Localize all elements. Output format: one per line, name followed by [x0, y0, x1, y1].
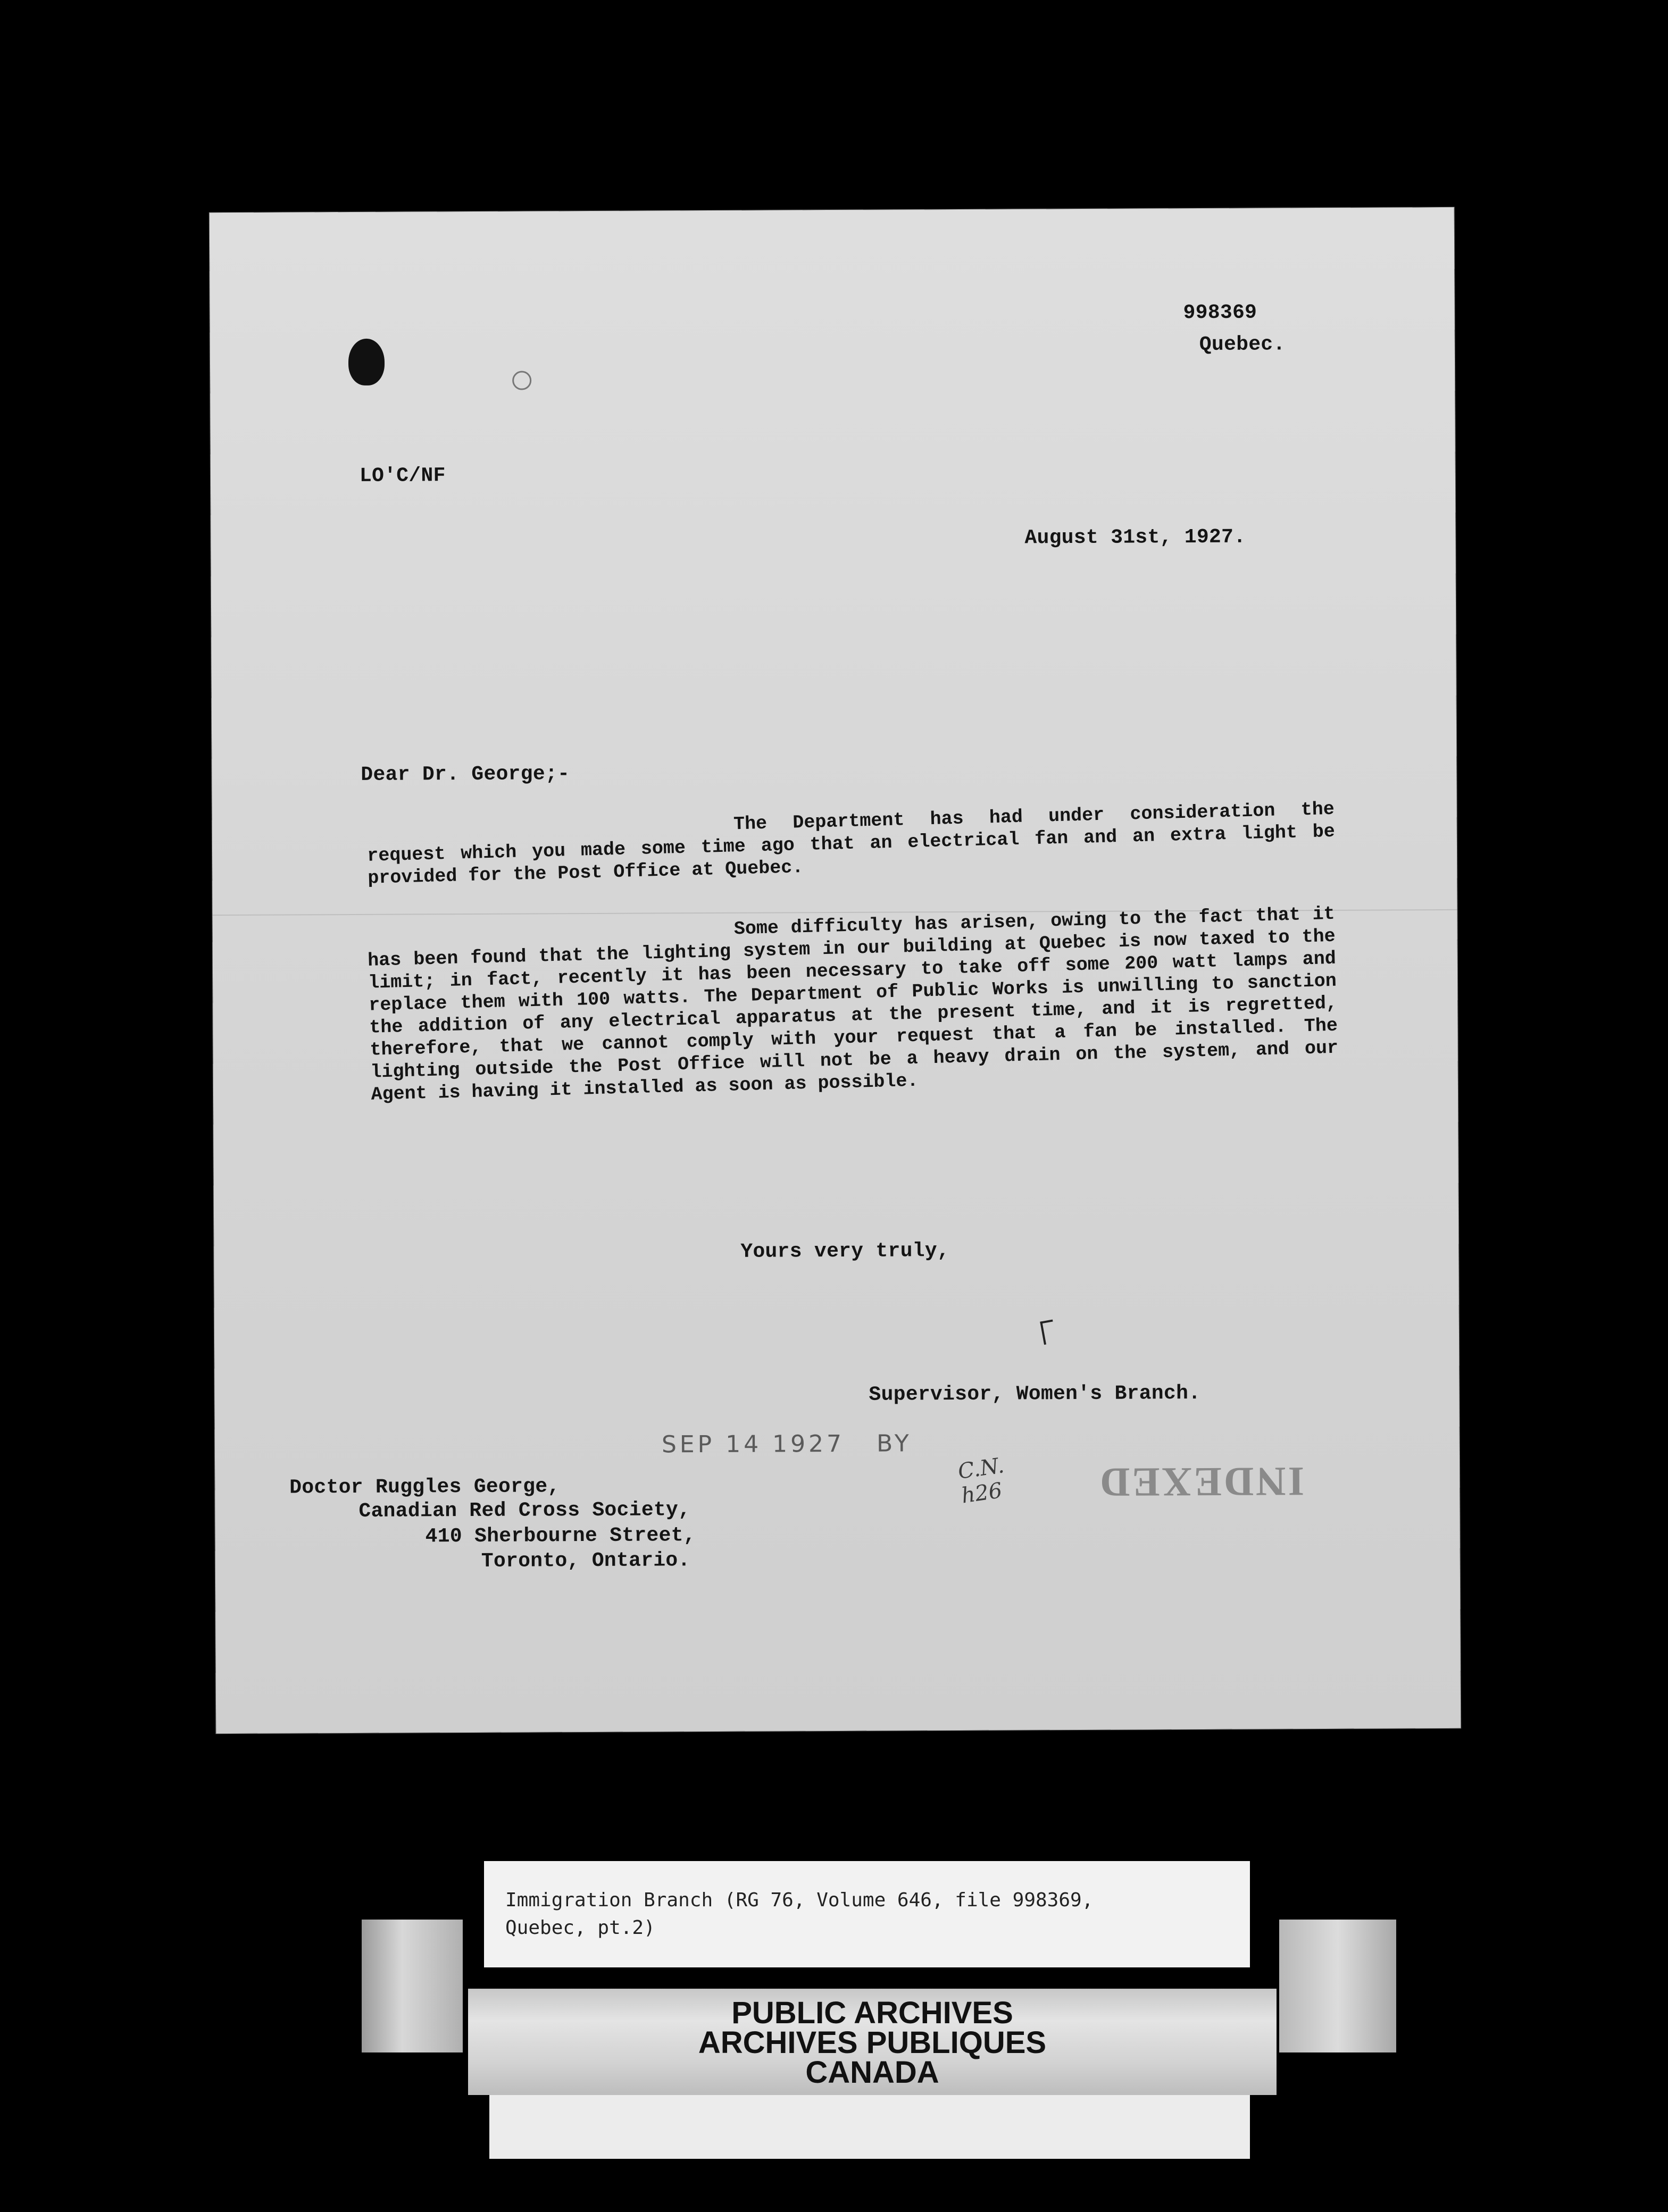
tape-left — [362, 1920, 463, 2052]
recipient-organization: Canadian Red Cross Society, — [358, 1498, 691, 1523]
reference-code: LO'C/NF — [359, 464, 446, 488]
archive-label-line-1: Immigration Branch (RG 76, Volume 646, file 998369, — [505, 1889, 1094, 1911]
recipient-name: Doctor Ruggles George, — [289, 1475, 560, 1499]
archives-stamp-line-2: ARCHIVES PUBLIQUES — [698, 2025, 1047, 2060]
received-stamp: SEP 14 1927 BY — [661, 1430, 912, 1459]
letter-date: August 31st, 1927. — [1024, 525, 1246, 550]
punch-ring — [512, 371, 531, 390]
punch-hole — [348, 339, 385, 386]
closing: Yours very truly, — [740, 1239, 950, 1263]
paragraph-2: Some difficulty has arisen, owing to the fact that it has been found that the lighting system in our building at Quebec is now taxed to the limit; in fact, recently it has been necessary to take off some 200 watt lamps and replace them with 100 watts. The Department of Public Works is unwilling to sanction the addition of any electrical apparatus at the present time, and it is regretted, therefore, that we cannot comply with your request that a fan be installed. The lighting outside the Post Office will not be a heavy drain on the system, and our Agent is having it installed as soon as possible. — [367, 903, 1339, 1105]
initials-stamp: C.N. h26 — [956, 1453, 1006, 1509]
archives-stamp-line-3: CANADA — [805, 2055, 939, 2090]
signature-title: Supervisor, Women's Branch. — [869, 1382, 1201, 1406]
recipient-city: Toronto, Ontario. — [481, 1549, 690, 1573]
archive-label-line-2: Quebec, pt.2) — [505, 1917, 655, 1939]
archive-label-text — [505, 1887, 1093, 1942]
archive-label-card — [484, 1861, 1250, 1967]
tape-right — [1279, 1920, 1396, 2052]
letter-page — [210, 207, 1461, 1733]
archives-band — [468, 1989, 1277, 2095]
label-card-bottom — [489, 2095, 1250, 2159]
indexed-stamp: INDEXED — [1098, 1459, 1305, 1506]
archives-stamp — [468, 1998, 1277, 2088]
salutation: Dear Dr. George;- — [361, 763, 570, 786]
file-location: Quebec. — [1199, 333, 1286, 357]
recipient-street: 410 Sherbourne Street, — [425, 1524, 696, 1548]
file-number: 998369 — [1183, 301, 1257, 325]
paragraph-1: The Department has had under consideration the request which you made some time ago that an electrical fan and an extra light be provided for the Post Office at Quebec. — [366, 798, 1336, 889]
archives-stamp-line-1: PUBLIC ARCHIVES — [731, 1996, 1013, 2030]
signature-mark — [1040, 1319, 1056, 1345]
